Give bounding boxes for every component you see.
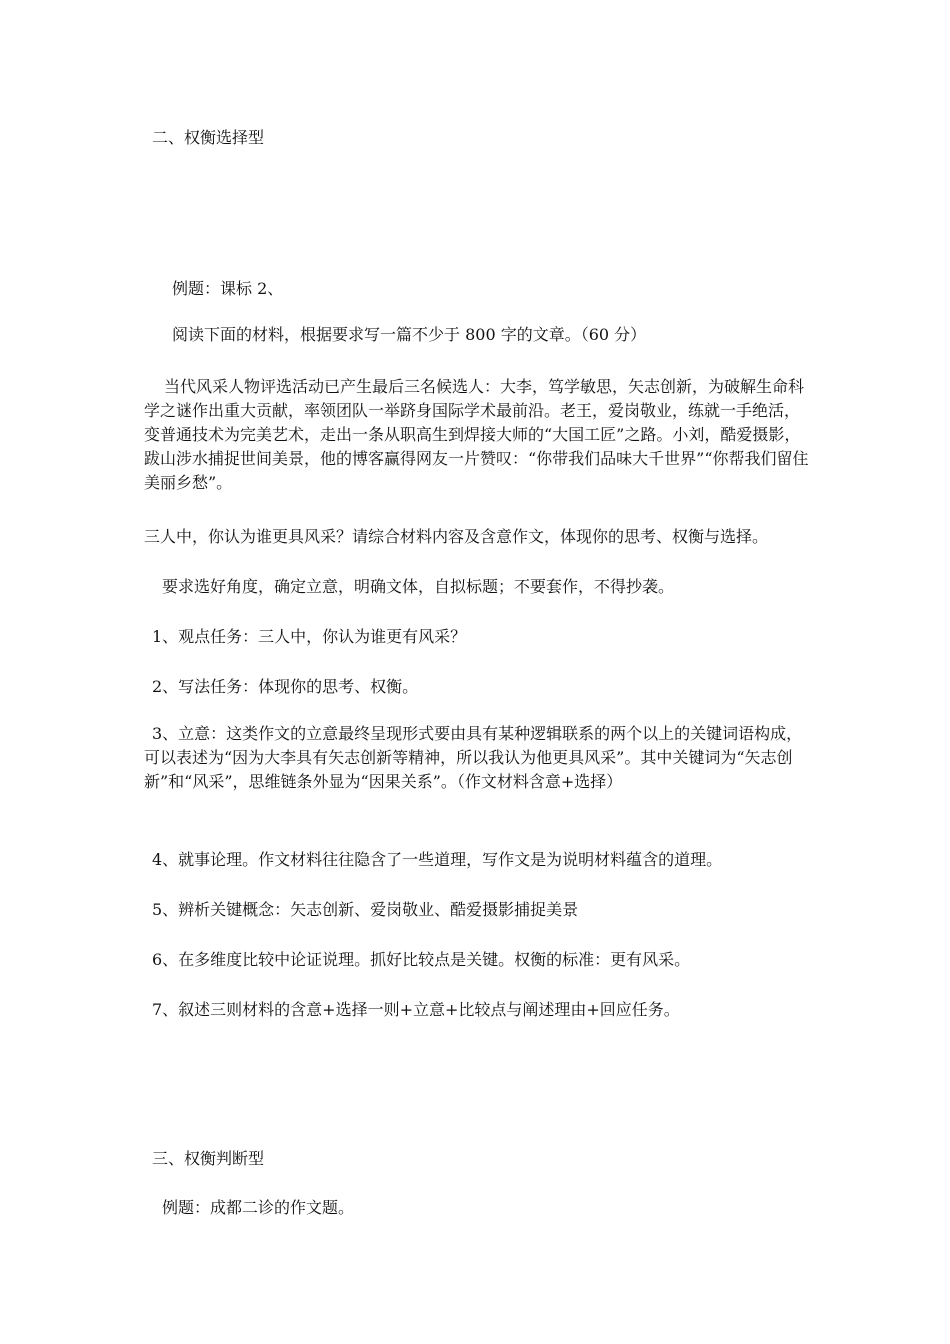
point-item: 4、就事论理。作文材料往往隐含了一些道理，写作文是为说明材料蕴含的道理。 bbox=[152, 850, 723, 869]
section-heading-3: 三、权衡判断型 bbox=[152, 1149, 265, 1168]
point-item: 3、立意：这类作文的立意最终呈现形式要由具有某种逻辑联系的两个以上的关键词语构成，可以表述为“因为大李具有矢志创新等精神，所以我认为他更具风采”。其中关键词为“矢志创新”和“风采”，思维链条外显为“因果关系”。（作文材料含意+选择） bbox=[144, 724, 803, 791]
example2-label: 例题：成都二诊的作文题。 bbox=[162, 1198, 355, 1217]
point-item: 1、观点任务：三人中，你认为谁更有风采？ bbox=[152, 627, 467, 646]
instruction-text: 阅读下面的材料，根据要求写一篇不少于 800 字的文章。（60 分） bbox=[172, 325, 647, 344]
section-heading-2: 二、权衡选择型 bbox=[152, 128, 265, 147]
question-text: 三人中，你认为谁更具风采？请综合材料内容及含意作文，体现你的思考、权衡与选择。 bbox=[144, 527, 769, 546]
point-item: 6、在多维度比较中论证说理。抓好比较点是关键。权衡的标准：更有风采。 bbox=[152, 950, 691, 969]
point-item: 2、写法任务：体现你的思考、权衡。 bbox=[152, 677, 419, 696]
requirements-text: 要求选好角度，确定立意，明确文体，自拟标题；不要套作，不得抄袭。 bbox=[162, 577, 675, 596]
point-item: 5、辨析关键概念：矢志创新、爱岗敬业、酷爱摄影捕捉美景 bbox=[152, 900, 579, 919]
material-paragraph: 当代风采人物评选活动已产生最后三名候选人：大李，笃学敏思，矢志创新，为破解生命科学之谜作出重大贡献，率领团队一举跻身国际学术最前沿。老王，爱岗敬业，练就一手绝活，变普通技术为完美艺术，走出一条从职高生到焊接大师的“大国工匠”之路。小刘，酷爱摄影，跋山涉水捕捉世间美景，他的博客赢得网友一片赞叹：“你带我们品味大千世界”“你帮我们留住美丽乡愁”。 bbox=[144, 377, 809, 492]
example-label: 例题：课标 2、 bbox=[172, 279, 284, 298]
point-item: 7、叙述三则材料的含意+选择一则+立意+比较点与阐述理由+回应任务。 bbox=[152, 1000, 680, 1019]
